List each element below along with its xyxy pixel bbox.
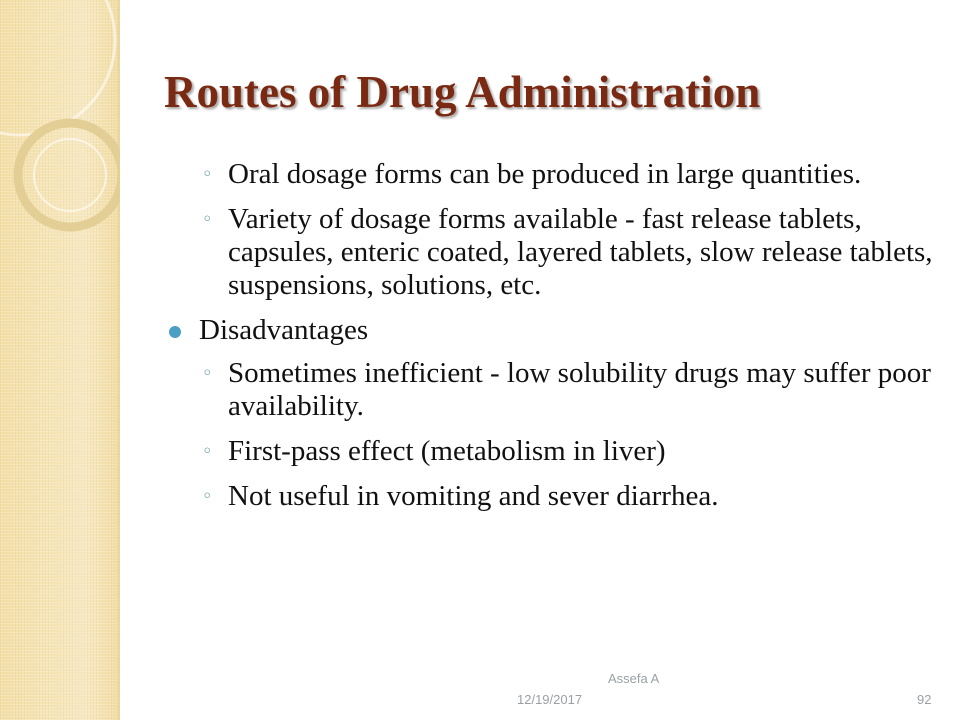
hollow-circle-bullet-icon: ◦ — [202, 441, 213, 462]
sub-bullet-item — [165, 158, 935, 191]
sub-bullet-item — [165, 480, 935, 513]
bullet-text: Variety of dosage forms available - fast release tablets, capsules, enteric coated, layered tablets, slow release tablets, suspensions, solutions, etc. — [228, 203, 933, 301]
filled-circle-bullet-icon — [169, 326, 181, 338]
footer-page-number: 92 — [917, 692, 932, 707]
hollow-circle-bullet-icon: ◦ — [202, 486, 213, 507]
main-bullet-item — [165, 314, 935, 347]
hollow-circle-bullet-icon: ◦ — [202, 363, 213, 384]
footer-author: Assefa A — [608, 671, 660, 686]
slide-content — [165, 158, 935, 525]
bullet-text: Sometimes inefficient - low solubility drugs may suffer poor availability. — [228, 357, 931, 422]
bullet-text: Oral dosage forms can be produced in large quantities. — [228, 158, 862, 190]
sub-bullet-item — [165, 435, 935, 468]
slide-title: Routes of Drug Administration — [164, 67, 761, 117]
bullet-text: First-pass effect (metabolism in liver) — [228, 435, 666, 467]
bullet-text: Not useful in vomiting and sever diarrhea. — [228, 480, 719, 512]
sub-bullet-item — [165, 357, 935, 423]
footer-date: 12/19/2017 — [517, 692, 583, 707]
decorative-rings — [0, 0, 120, 720]
sub-bullet-item — [165, 203, 935, 302]
hollow-circle-bullet-icon: ◦ — [202, 164, 213, 185]
hollow-circle-bullet-icon: ◦ — [202, 209, 213, 230]
bullet-heading: Disadvantages — [199, 314, 369, 346]
